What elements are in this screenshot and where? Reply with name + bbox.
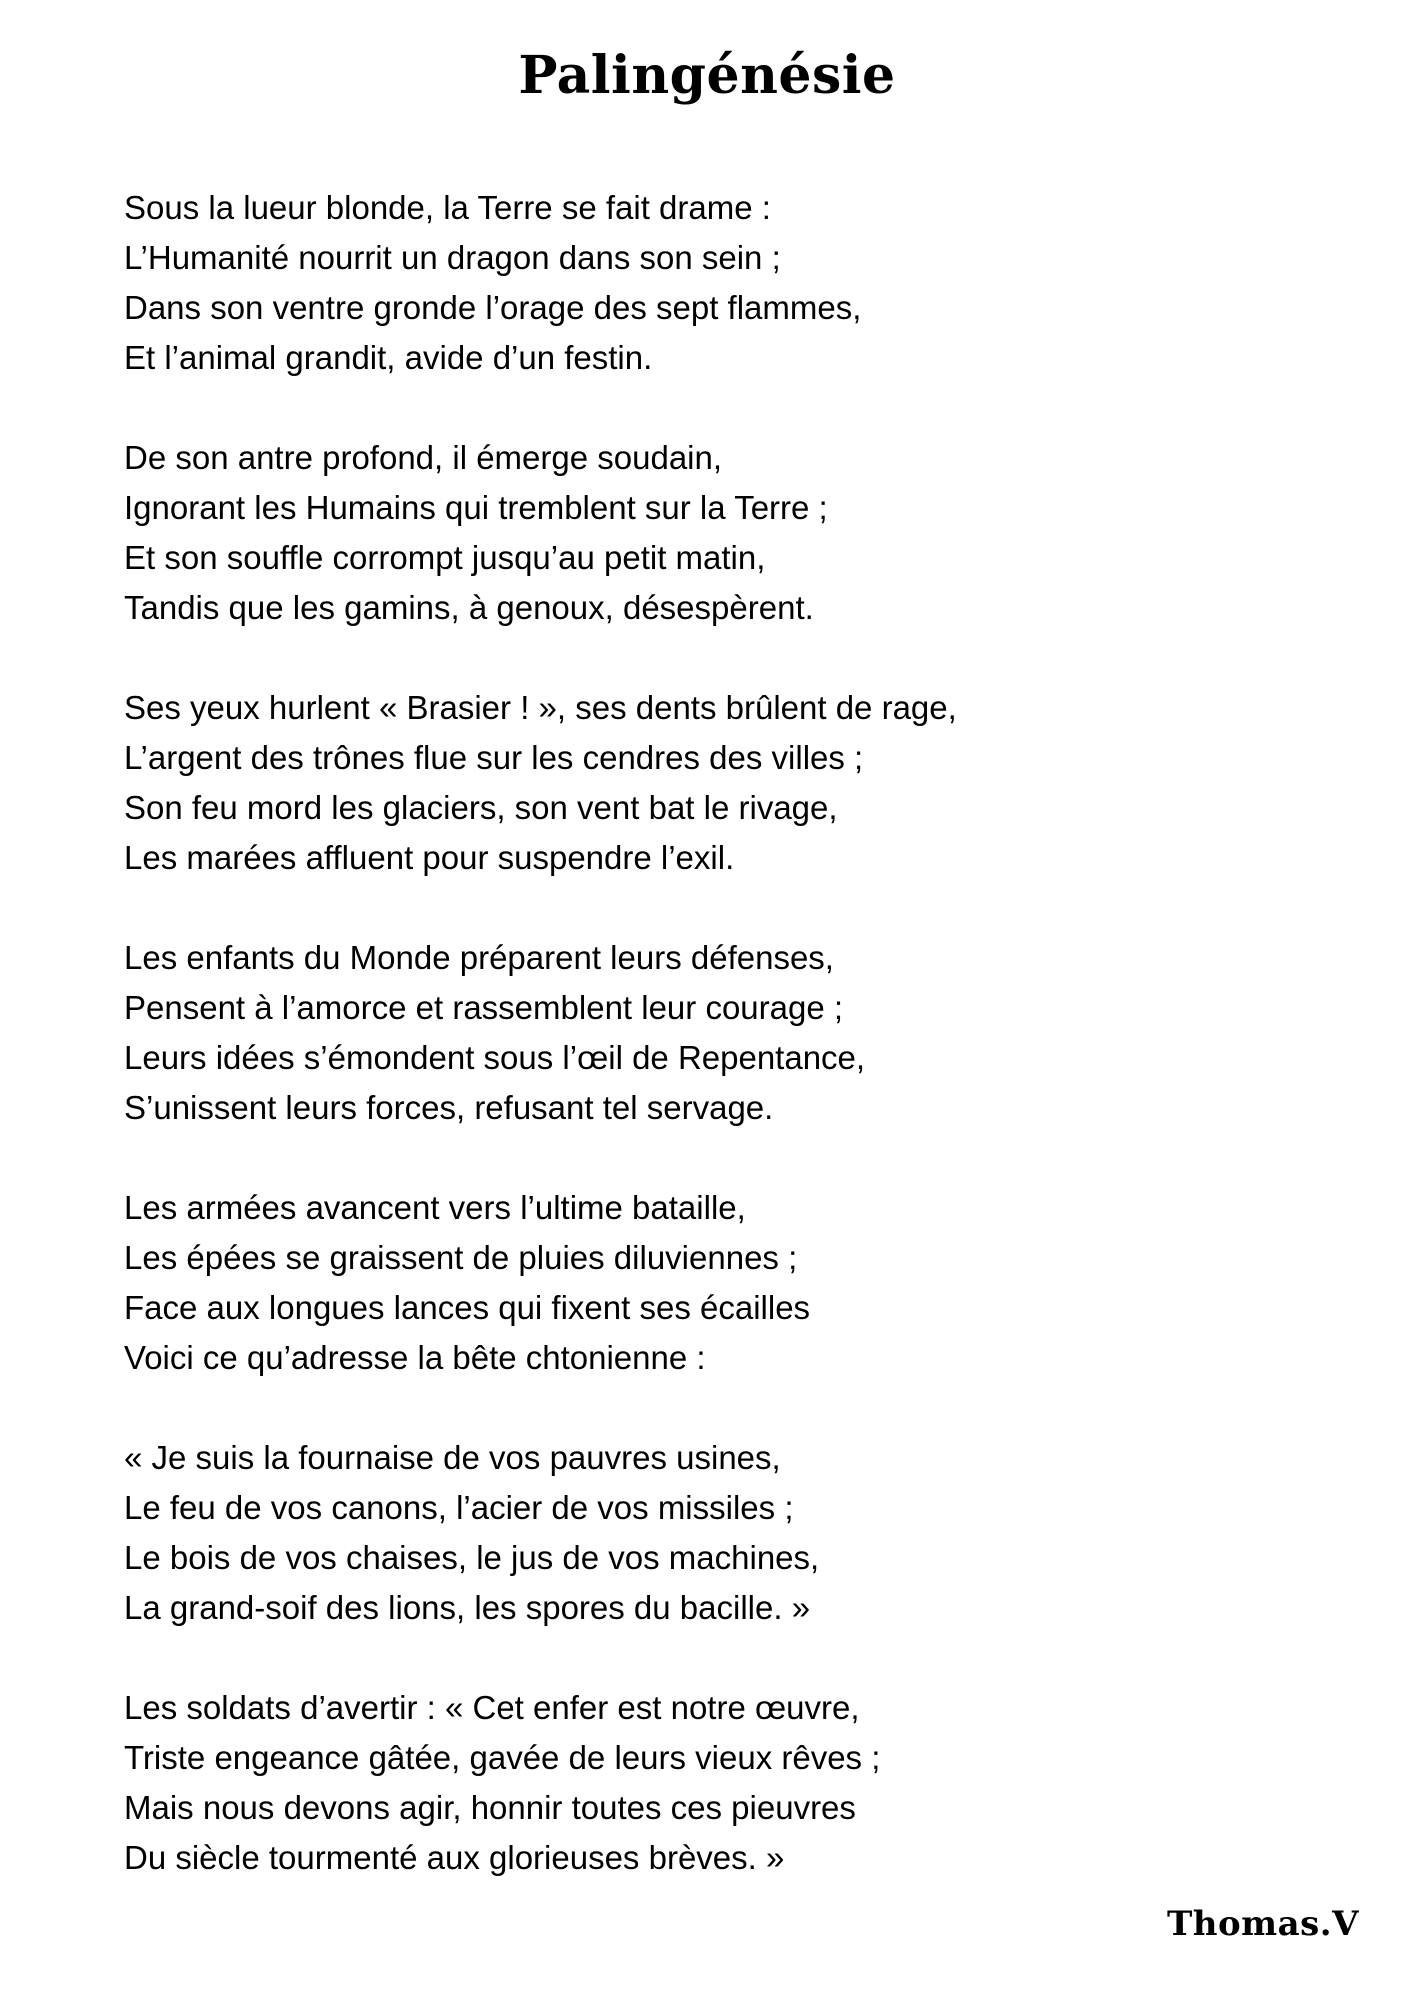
verse-line: Dans son ventre gronde l’orage des sept flammes, <box>124 289 862 326</box>
verse-line: Et son souffle corrompt jusqu’au petit matin, <box>124 539 766 576</box>
poem-title: Palingénésie <box>518 45 896 106</box>
verse-line: Pensent à l’amorce et rassemblent leur courage ; <box>124 989 844 1026</box>
verse-line: Du siècle tourmenté aux glorieuses brèves. » <box>124 1839 785 1876</box>
verse-line: La grand-soif des lions, les spores du bacille. » <box>124 1589 811 1626</box>
author-signature: Thomas.V <box>1166 1904 1359 1944</box>
stanza-1 <box>124 183 1324 383</box>
verse-line: Mais nous devons agir, honnir toutes ces pieuvres <box>124 1789 856 1826</box>
verse-line: Les soldats d’avertir : « Cet enfer est notre œuvre, <box>124 1689 860 1726</box>
verse-line: Triste engeance gâtée, gavée de leurs vieux rêves ; <box>124 1739 881 1776</box>
stanza-5 <box>124 1183 1324 1383</box>
verse-line: De son antre profond, il émerge soudain, <box>124 439 723 476</box>
verse-line: Sous la lueur blonde, la Terre se fait drame : <box>124 189 771 226</box>
verse-line: Ignorant les Humains qui tremblent sur la Terre ; <box>124 489 828 526</box>
stanza-6 <box>124 1433 1324 1633</box>
verse-line: Les épées se graissent de pluies diluviennes ; <box>124 1239 798 1276</box>
stanza-3 <box>124 683 1324 883</box>
verse-line: L’Humanité nourrit un dragon dans son sein ; <box>124 239 781 276</box>
verse-line: Le feu de vos canons, l’acier de vos missiles ; <box>124 1489 794 1526</box>
verse-line: Leurs idées s’émondent sous l’œil de Repentance, <box>124 1039 866 1076</box>
verse-line: S’unissent leurs forces, refusant tel servage. <box>124 1089 774 1126</box>
verse-line: Et l’animal grandit, avide d’un festin. <box>124 339 653 376</box>
verse-line: Tandis que les gamins, à genoux, désespèrent. <box>124 589 814 626</box>
verse-line: Le bois de vos chaises, le jus de vos machines, <box>124 1539 820 1576</box>
verse-line: Son feu mord les glaciers, son vent bat le rivage, <box>124 789 838 826</box>
stanza-7 <box>124 1683 1324 1883</box>
verse-line: Ses yeux hurlent « Brasier ! », ses dents brûlent de rage, <box>124 689 957 726</box>
verse-line: Face aux longues lances qui fixent ses écailles <box>124 1289 811 1326</box>
stanza-4 <box>124 933 1324 1133</box>
verse-line: Les marées affluent pour suspendre l’exil. <box>124 839 735 876</box>
poem-body <box>124 183 1324 1883</box>
verse-line: Voici ce qu’adresse la bête chtonienne : <box>124 1339 706 1376</box>
stanza-2 <box>124 433 1324 633</box>
verse-line: Les enfants du Monde préparent leurs défenses, <box>124 939 834 976</box>
verse-line: « Je suis la fournaise de vos pauvres usines, <box>124 1439 781 1476</box>
verse-line: Les armées avancent vers l’ultime bataille, <box>124 1189 746 1226</box>
verse-line: L’argent des trônes flue sur les cendres des villes ; <box>124 739 864 776</box>
